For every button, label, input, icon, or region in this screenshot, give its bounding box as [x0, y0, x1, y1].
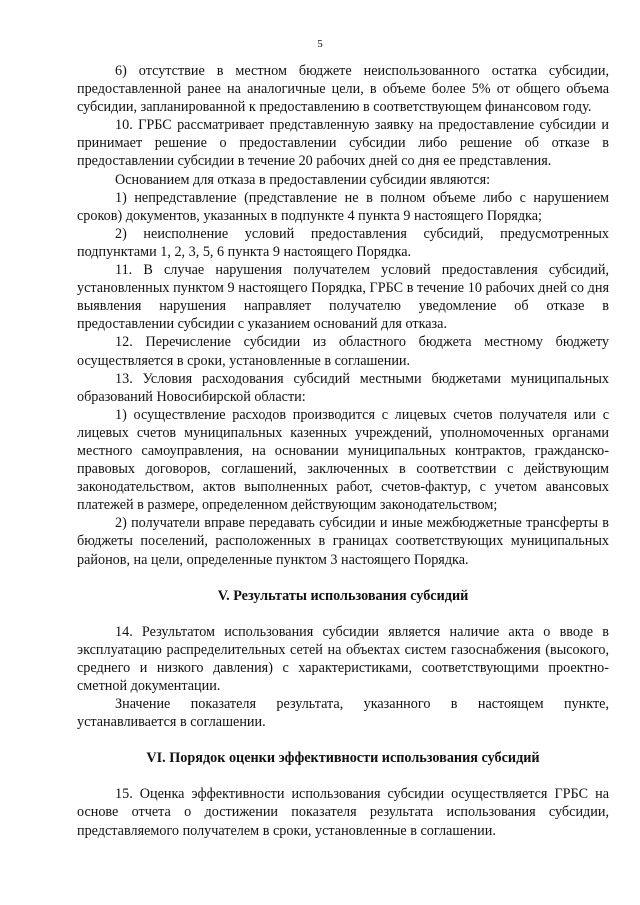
paragraph: 13. Условия расходования субсидий местными бюджетами муниципальных образований Новосибирской области:	[77, 370, 609, 405]
paragraph: 1) непредставление (представление не в полном объеме либо с нарушением сроков) документов, указанных в подпункте 4 пункта 9 настоящего Порядка;	[77, 189, 609, 224]
paragraph: 1) осуществление расходов производится с лицевых счетов получателя или с лицевых счетов муниципальных казенных учреждений, уполномоченных органами местного самоуправления, на основании муниципальных контрактов, гражданско-правовых договоров, соглашений, заключенных в соответствии с действующим законодательством, актов выполненных работ, счетов-фактур, с учетом авансовых платежей в размере, определенном действующим законодательством;	[77, 406, 609, 514]
page-number: 5	[317, 38, 323, 50]
paragraph: 6) отсутствие в местном бюджете неиспользованного остатка субсидии, предоставленной ранее на аналогичные цели, в объеме более 5% от общего объема субсидии, запланированной к предоставлению в соответствующем финансовом году.	[77, 63, 609, 116]
section-heading: V. Результаты использования субсидий	[217, 587, 469, 604]
paragraph: Значение показателя результата, указанного в настоящем пункте, устанавливается в соглашении.	[77, 696, 609, 731]
paragraph: 2) получатели вправе передавать субсидии и иные межбюджетные трансферты в бюджеты поселений, расположенных в границах соответствующих муниципальных районов, на цели, определенные пунктом 3 настоящего Порядка.	[77, 515, 609, 568]
paragraph: 15. Оценка эффективности использования субсидии осуществляется ГРБС на основе отчета о достижении показателя результата использования субсидии, представляемого получателем в сроки, установленные в соглашении.	[77, 786, 609, 839]
paragraph: 10. ГРБС рассматривает представленную заявку на предоставление субсидии и принимает решение о предоставлении субсидии либо решение об отказе в предоставлении субсидии в течение 20 рабочих дней со дня ее представления.	[77, 117, 609, 170]
paragraph: 12. Перечисление субсидии из областного бюджета местному бюджету осуществляется в сроки, установленные в соглашении.	[77, 334, 609, 369]
page-content	[77, 62, 609, 840]
paragraph: 14. Результатом использования субсидии является наличие акта о вводе в эксплуатацию распределительных сетей на объектах систем газоснабжения (высокого, среднего и низкого давления) с характеристиками, соответствующими проектно-сметной документации.	[77, 623, 609, 694]
paragraph: Основанием для отказа в предоставлении субсидии являются:	[115, 171, 491, 188]
section-heading: VI. Порядок оценки эффективности использования субсидий	[146, 750, 540, 767]
paragraph: 2) неисполнение условий предоставления субсидий, предусмотренных подпунктами 1, 2, 3, 5, 6 пункта 9 настоящего Порядка.	[77, 225, 609, 260]
paragraph: 11. В случае нарушения получателем условий предоставления субсидий, установленных пунктом 9 настоящего Порядка, ГРБС в течение 10 рабочих дней со дня выявления нарушения направляет получателю уведомление об отказе в предоставлении субсидии с указанием оснований для отказа.	[77, 262, 609, 333]
